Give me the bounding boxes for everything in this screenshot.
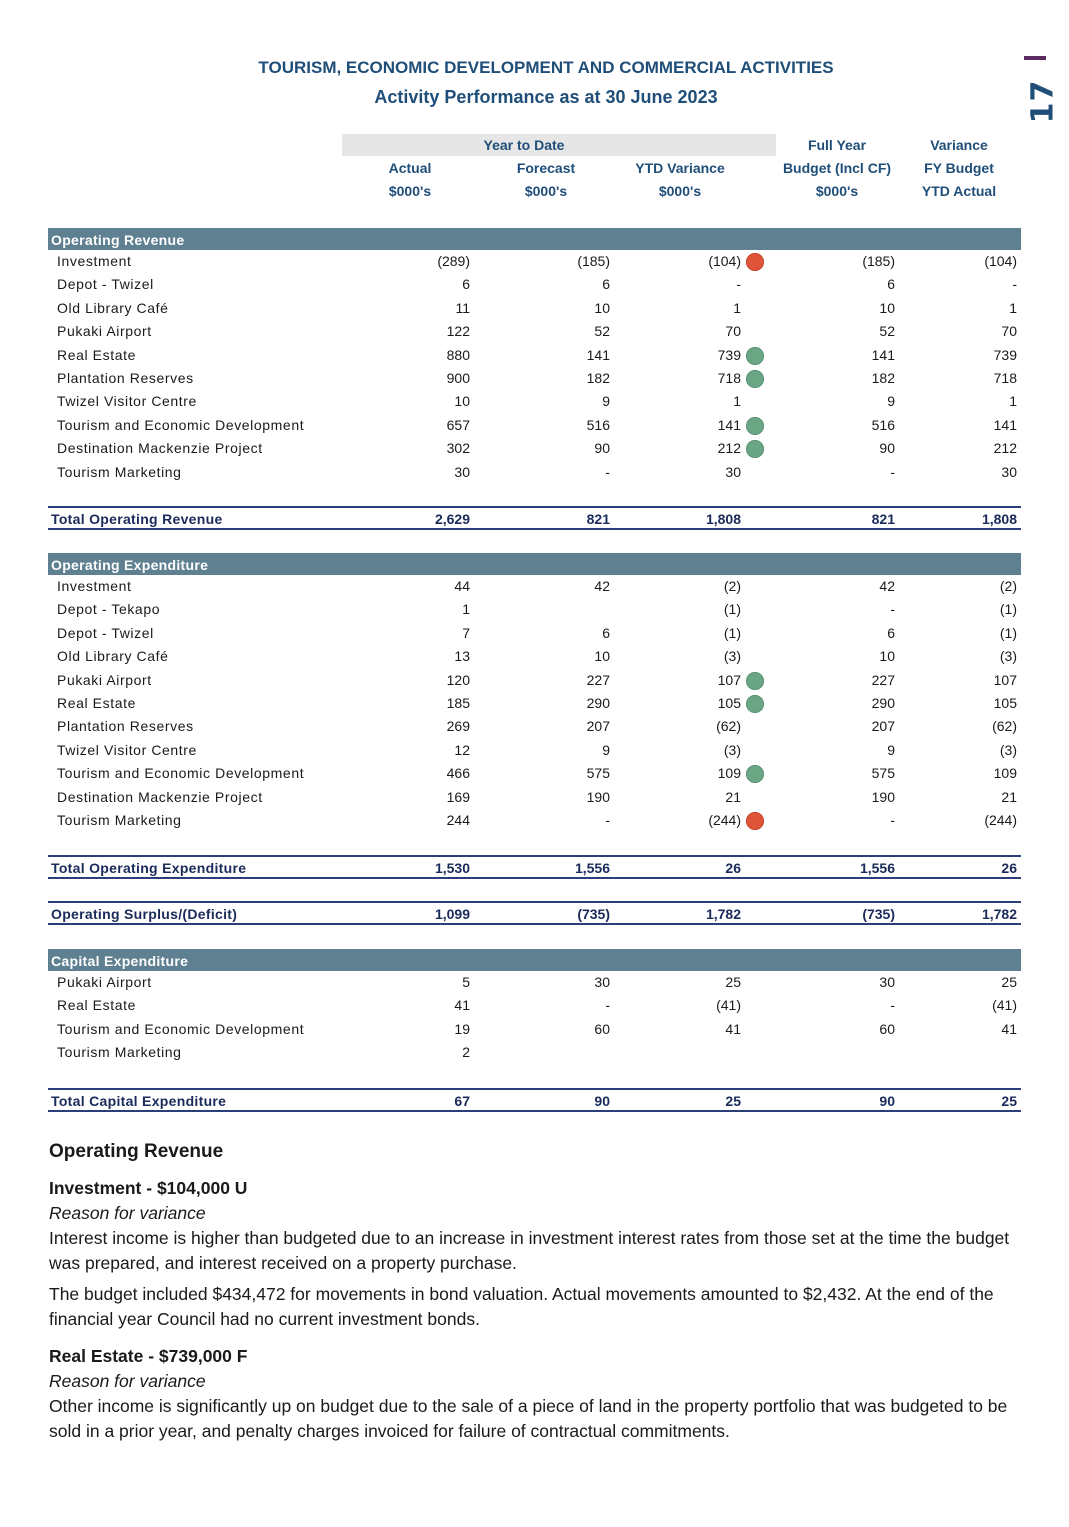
total-row bbox=[48, 506, 1021, 530]
total-row bbox=[48, 855, 1021, 879]
variance-cell: 25 bbox=[1001, 1093, 1017, 1109]
ytd-variance-cell: (3) bbox=[723, 741, 741, 758]
forecast-header-label: Forecast bbox=[516, 160, 576, 176]
forecast-cell: 141 bbox=[586, 346, 610, 363]
report-subtitle: Activity Performance as at 30 June 2023 bbox=[374, 87, 718, 107]
row-label: Depot - Tekapo bbox=[57, 601, 161, 618]
table-row bbox=[48, 1018, 1021, 1041]
variance-cell: 718 bbox=[993, 369, 1017, 386]
full-year-budget-cell: 1,556 bbox=[859, 860, 895, 876]
unfavourable-indicator-icon bbox=[746, 812, 764, 830]
table-row bbox=[48, 344, 1021, 367]
row-label: Pukaki Airport bbox=[57, 974, 152, 990]
full-year-budget-cell: 141 bbox=[871, 346, 895, 363]
actual-cell: 302 bbox=[446, 440, 470, 457]
note-title: Investment - $104,000 U bbox=[49, 1178, 248, 1198]
full-year-budget-cell: 90 bbox=[879, 440, 895, 457]
actual-cell: 6 bbox=[462, 276, 470, 293]
full-year-budget-cell: 10 bbox=[879, 299, 895, 316]
ytd-group-header: Year to Date bbox=[483, 137, 565, 153]
operating-revenue-total bbox=[48, 506, 1021, 530]
section-header bbox=[48, 553, 1021, 575]
full-year-budget-cell: 290 bbox=[871, 694, 895, 711]
total-row bbox=[48, 1088, 1021, 1112]
variance-cell: 1,808 bbox=[981, 511, 1017, 527]
full-year-budget-cell: (185) bbox=[862, 253, 895, 269]
forecast-cell: - bbox=[605, 811, 610, 828]
actual-cell: 122 bbox=[446, 323, 470, 340]
ytd-variance-cell: 739 bbox=[717, 346, 741, 363]
full-year-budget-cell: - bbox=[890, 463, 895, 480]
forecast-cell: 30 bbox=[594, 974, 610, 990]
row-label: Tourism and Economic Development bbox=[57, 1020, 305, 1037]
actual-cell: 5 bbox=[462, 974, 470, 990]
favourable-indicator-icon bbox=[746, 417, 764, 435]
variance-cell: 109 bbox=[993, 765, 1017, 782]
forecast-cell: 90 bbox=[594, 440, 610, 457]
full-year-header bbox=[776, 134, 898, 203]
table-row bbox=[48, 715, 1021, 738]
full-year-budget-cell: 9 bbox=[887, 741, 895, 758]
variance-cell: 1,782 bbox=[981, 906, 1017, 922]
favourable-indicator-icon bbox=[746, 765, 764, 783]
row-label: Real Estate bbox=[57, 997, 136, 1014]
row-label: Twizel Visitor Centre bbox=[57, 741, 197, 758]
actual-cell: 1 bbox=[462, 601, 470, 618]
full-year-budget-cell: 575 bbox=[871, 765, 895, 782]
variance-cell: (62) bbox=[992, 718, 1017, 735]
row-label: Investment bbox=[57, 578, 132, 594]
actual-cell: 244 bbox=[446, 811, 470, 828]
section-title: Operating Expenditure bbox=[51, 557, 209, 573]
forecast-cell: 6 bbox=[602, 624, 610, 641]
full-year-budget-cell: - bbox=[890, 811, 895, 828]
actual-cell: 30 bbox=[454, 463, 470, 480]
variance-cell: 107 bbox=[993, 671, 1017, 688]
actual-cell: 44 bbox=[454, 578, 470, 594]
row-label: Tourism and Economic Development bbox=[57, 765, 305, 782]
table-row bbox=[48, 786, 1021, 809]
table-row bbox=[48, 971, 1021, 994]
table-row bbox=[48, 273, 1021, 296]
operating-expenditure-table bbox=[48, 553, 1021, 832]
actual-cell: 169 bbox=[446, 788, 470, 805]
actual-cell: 880 bbox=[446, 346, 470, 363]
row-label: Plantation Reserves bbox=[57, 369, 194, 386]
note-title: Real Estate - $739,000 F bbox=[49, 1346, 248, 1366]
row-label: Destination Mackenzie Project bbox=[57, 788, 263, 805]
full-year-budget-cell: 227 bbox=[871, 671, 895, 688]
ytd-variance-cell: (244) bbox=[708, 811, 741, 828]
ytd-variance-header-unit: $000's bbox=[658, 183, 702, 199]
row-label: Real Estate bbox=[57, 346, 136, 363]
forecast-cell: 6 bbox=[602, 276, 610, 293]
full-year-budget-cell: 182 bbox=[871, 369, 895, 386]
table-row bbox=[48, 762, 1021, 785]
actual-cell: 7 bbox=[462, 624, 470, 641]
actual-cell: 1,530 bbox=[434, 860, 470, 876]
full-year-budget-cell: 52 bbox=[879, 323, 895, 340]
page-number: 17 bbox=[1025, 79, 1061, 124]
actual-cell: 12 bbox=[454, 741, 470, 758]
table-row bbox=[48, 1041, 1021, 1064]
forecast-cell: 52 bbox=[594, 323, 610, 340]
actual-cell: 185 bbox=[446, 694, 470, 711]
ytd-variance-cell: 25 bbox=[725, 1093, 741, 1109]
unfavourable-indicator-icon bbox=[746, 253, 764, 271]
forecast-cell: (185) bbox=[577, 253, 610, 269]
forecast-cell: 60 bbox=[594, 1020, 610, 1037]
variance-cell: 25 bbox=[1001, 974, 1017, 990]
forecast-cell: 821 bbox=[586, 511, 610, 527]
actual-cell: 41 bbox=[454, 997, 470, 1014]
actual-cell: 657 bbox=[446, 416, 470, 433]
row-label: Twizel Visitor Centre bbox=[57, 393, 197, 410]
ytd-variance-cell: 1 bbox=[733, 299, 741, 316]
actual-cell: 67 bbox=[454, 1093, 470, 1109]
full-year-budget-cell: 516 bbox=[871, 416, 895, 433]
actual-cell: (289) bbox=[437, 253, 470, 269]
ytd-variance-cell: - bbox=[736, 276, 741, 293]
variance-cell: 212 bbox=[993, 440, 1017, 457]
forecast-cell: 9 bbox=[602, 393, 610, 410]
ytd-variance-cell: (2) bbox=[723, 578, 741, 594]
operating-revenue-table bbox=[48, 228, 1021, 484]
ytd-variance-cell: (3) bbox=[723, 648, 741, 665]
forecast-cell: 42 bbox=[594, 578, 610, 594]
operating-surplus bbox=[48, 901, 1021, 925]
ytd-variance-cell: 41 bbox=[725, 1020, 741, 1037]
page-tab-marker bbox=[1024, 56, 1046, 60]
forecast-cell: 10 bbox=[594, 648, 610, 665]
variance-header bbox=[905, 134, 1013, 203]
forecast-cell: 190 bbox=[586, 788, 610, 805]
actual-header-unit: $000's bbox=[388, 183, 432, 199]
row-label: Depot - Twizel bbox=[57, 624, 154, 641]
variance-cell: (2) bbox=[999, 578, 1017, 594]
full-year-budget-cell: 60 bbox=[879, 1020, 895, 1037]
actual-cell: 13 bbox=[454, 648, 470, 665]
full-year-header-label: Full Year bbox=[807, 137, 867, 153]
row-label: Total Operating Expenditure bbox=[51, 860, 247, 876]
row-label: Operating Surplus/(Deficit) bbox=[51, 906, 238, 922]
note-paragraph: The budget included $434,472 for movements in bond valuation. Actual movements amounted to $2,432. At the end of the financial year Council had no current investment bonds. bbox=[49, 1284, 994, 1329]
table-row bbox=[48, 692, 1021, 715]
forecast-cell: 1,556 bbox=[574, 860, 610, 876]
ytd-variance-cell: 107 bbox=[717, 671, 741, 688]
row-label: Tourism Marketing bbox=[57, 1044, 182, 1061]
variance-cell: 1 bbox=[1009, 393, 1017, 410]
ytd-variance-header-label: YTD Variance bbox=[635, 160, 725, 176]
ytd-variance-cell: 718 bbox=[717, 369, 741, 386]
row-label: Real Estate bbox=[57, 694, 136, 711]
full-year-budget-cell: 6 bbox=[887, 624, 895, 641]
forecast-cell: 575 bbox=[586, 765, 610, 782]
ytd-variance-cell: 1 bbox=[733, 393, 741, 410]
variance-cell: 1 bbox=[1009, 299, 1017, 316]
ytd-variance-cell: 1,808 bbox=[705, 511, 741, 527]
table-row bbox=[48, 414, 1021, 437]
full-year-budget-cell: 207 bbox=[871, 718, 895, 735]
note-reason: Reason for variance bbox=[49, 1371, 206, 1391]
variance-cell: - bbox=[1012, 276, 1017, 293]
favourable-indicator-icon bbox=[746, 370, 764, 388]
table-row bbox=[48, 390, 1021, 413]
row-label: Plantation Reserves bbox=[57, 718, 194, 735]
forecast-cell: 10 bbox=[594, 299, 610, 316]
variance-cell: (244) bbox=[984, 811, 1017, 828]
section-title: Capital Expenditure bbox=[51, 953, 189, 969]
row-label: Total Operating Revenue bbox=[51, 511, 223, 527]
variance-cell: 141 bbox=[993, 416, 1017, 433]
table-row bbox=[48, 994, 1021, 1017]
row-label: Pukaki Airport bbox=[57, 671, 152, 688]
row-label: Tourism Marketing bbox=[57, 463, 182, 480]
forecast-cell: (735) bbox=[577, 906, 610, 922]
actual-cell: 466 bbox=[446, 765, 470, 782]
note-paragraph: Other income is significantly up on budget due to the sale of a piece of land in the property portfolio that was budgeted to be sold in a prior year, and penalty charges invoiced for failure of contractual commitments. bbox=[49, 1396, 1008, 1441]
ytd-variance-cell: 30 bbox=[725, 463, 741, 480]
note-paragraph: Interest income is higher than budgeted due to an increase in investment interest rates from those set at the time the budget was prepared, and interest received on a property purchase. bbox=[49, 1228, 1010, 1273]
table-row bbox=[48, 367, 1021, 390]
ytd-variance-header bbox=[620, 157, 740, 203]
table-row bbox=[48, 669, 1021, 692]
full-year-budget-cell: 42 bbox=[879, 578, 895, 594]
variance-cell: 30 bbox=[1001, 463, 1017, 480]
full-year-budget-cell: - bbox=[890, 997, 895, 1014]
capital-expenditure-total bbox=[48, 1088, 1021, 1112]
table-row bbox=[48, 437, 1021, 460]
favourable-indicator-icon bbox=[746, 695, 764, 713]
page-number-tab bbox=[1024, 56, 1064, 126]
section-header bbox=[48, 228, 1021, 250]
ytd-variance-cell: 212 bbox=[717, 440, 741, 457]
full-year-budget-cell: 6 bbox=[887, 276, 895, 293]
variance-cell: (1) bbox=[999, 601, 1017, 618]
row-label: Old Library Café bbox=[57, 299, 169, 316]
actual-header-label: Actual bbox=[388, 160, 432, 176]
actual-cell: 900 bbox=[446, 369, 470, 386]
table-row bbox=[48, 461, 1021, 484]
full-year-budget-cell: 190 bbox=[871, 788, 895, 805]
variance-cell: (3) bbox=[999, 741, 1017, 758]
variance-cell: 739 bbox=[993, 346, 1017, 363]
variance-header-sub2: YTD Actual bbox=[921, 183, 997, 199]
forecast-header-unit: $000's bbox=[524, 183, 568, 199]
table-row bbox=[48, 320, 1021, 343]
operating-expenditure-total bbox=[48, 855, 1021, 879]
row-label: Pukaki Airport bbox=[57, 323, 152, 340]
row-label: Destination Mackenzie Project bbox=[57, 440, 263, 457]
forecast-cell: 90 bbox=[594, 1093, 610, 1109]
row-label: Old Library Café bbox=[57, 648, 169, 665]
forecast-header bbox=[500, 157, 592, 203]
section-header bbox=[48, 949, 1021, 971]
actual-cell: 2,629 bbox=[434, 511, 470, 527]
ytd-variance-cell: (41) bbox=[716, 997, 741, 1014]
favourable-indicator-icon bbox=[746, 672, 764, 690]
table-row bbox=[48, 575, 1021, 598]
variance-cell: 21 bbox=[1001, 788, 1017, 805]
forecast-cell: 9 bbox=[602, 741, 610, 758]
table-row bbox=[48, 622, 1021, 645]
notes-heading: Operating Revenue bbox=[49, 1141, 224, 1162]
variance-cell: (104) bbox=[984, 253, 1017, 269]
forecast-cell: - bbox=[605, 463, 610, 480]
table-row bbox=[48, 297, 1021, 320]
ytd-variance-cell: 1,782 bbox=[705, 906, 741, 922]
variance-notes bbox=[49, 1138, 1039, 1450]
forecast-cell: - bbox=[605, 997, 610, 1014]
variance-cell: (3) bbox=[999, 648, 1017, 665]
ytd-variance-cell: 141 bbox=[717, 416, 741, 433]
table-row bbox=[48, 739, 1021, 762]
forecast-cell: 290 bbox=[586, 694, 610, 711]
ytd-variance-cell: 70 bbox=[725, 323, 741, 340]
actual-cell: 10 bbox=[454, 393, 470, 410]
actual-cell: 11 bbox=[455, 299, 470, 316]
forecast-cell: 516 bbox=[586, 416, 610, 433]
table-row bbox=[48, 809, 1021, 832]
ytd-variance-cell: (1) bbox=[723, 601, 741, 618]
variance-cell: 41 bbox=[1001, 1020, 1017, 1037]
note-reason: Reason for variance bbox=[49, 1203, 206, 1223]
full-year-budget-cell: (735) bbox=[862, 906, 895, 922]
ytd-variance-cell: 26 bbox=[725, 860, 741, 876]
row-label: Depot - Twizel bbox=[57, 276, 154, 293]
variance-cell: (1) bbox=[999, 624, 1017, 641]
forecast-cell: 227 bbox=[586, 671, 610, 688]
report-title: TOURISM, ECONOMIC DEVELOPMENT AND COMMERCIAL ACTIVITIES bbox=[258, 58, 834, 77]
actual-cell: 120 bbox=[446, 671, 470, 688]
favourable-indicator-icon bbox=[746, 440, 764, 458]
full-year-budget-cell: 30 bbox=[879, 974, 895, 990]
table-row bbox=[48, 645, 1021, 668]
variance-cell: 105 bbox=[993, 694, 1017, 711]
section-title: Operating Revenue bbox=[51, 232, 185, 248]
ytd-variance-cell: 25 bbox=[725, 974, 741, 990]
ytd-variance-cell: 105 bbox=[717, 694, 741, 711]
variance-cell: 26 bbox=[1001, 860, 1017, 876]
actual-cell: 269 bbox=[446, 718, 470, 735]
capital-expenditure-table bbox=[48, 949, 1021, 1065]
full-year-budget-cell: 10 bbox=[879, 648, 895, 665]
variance-cell: 70 bbox=[1001, 323, 1017, 340]
variance-cell: (41) bbox=[992, 997, 1017, 1014]
ytd-variance-cell: (62) bbox=[716, 718, 741, 735]
actual-cell: 1,099 bbox=[434, 906, 470, 922]
table-row bbox=[48, 598, 1021, 621]
favourable-indicator-icon bbox=[746, 347, 764, 365]
ytd-variance-cell: 21 bbox=[725, 788, 741, 805]
ytd-variance-cell: (1) bbox=[723, 624, 741, 641]
ytd-variance-cell: (104) bbox=[708, 253, 741, 269]
full-year-budget-cell: 821 bbox=[871, 511, 895, 527]
full-year-budget-cell: 90 bbox=[879, 1093, 895, 1109]
actual-cell: 2 bbox=[462, 1044, 470, 1061]
row-label: Tourism Marketing bbox=[57, 811, 182, 828]
actual-cell: 19 bbox=[454, 1020, 470, 1037]
total-row bbox=[48, 901, 1021, 925]
forecast-cell: 207 bbox=[586, 718, 610, 735]
forecast-cell: 182 bbox=[586, 369, 610, 386]
full-year-budget-cell: 9 bbox=[887, 393, 895, 410]
variance-header-sub: FY Budget bbox=[924, 160, 994, 176]
variance-header-label: Variance bbox=[930, 137, 988, 153]
full-year-budget-cell: - bbox=[890, 601, 895, 618]
ytd-variance-cell: 109 bbox=[717, 765, 741, 782]
row-label: Total Capital Expenditure bbox=[51, 1093, 227, 1109]
actual-header bbox=[370, 157, 450, 203]
full-year-header-sub: Budget (Incl CF) bbox=[782, 160, 892, 176]
row-label: Investment bbox=[57, 253, 132, 269]
row-label: Tourism and Economic Development bbox=[57, 416, 305, 433]
table-row bbox=[48, 250, 1021, 273]
full-year-header-unit: $000's bbox=[815, 183, 859, 199]
